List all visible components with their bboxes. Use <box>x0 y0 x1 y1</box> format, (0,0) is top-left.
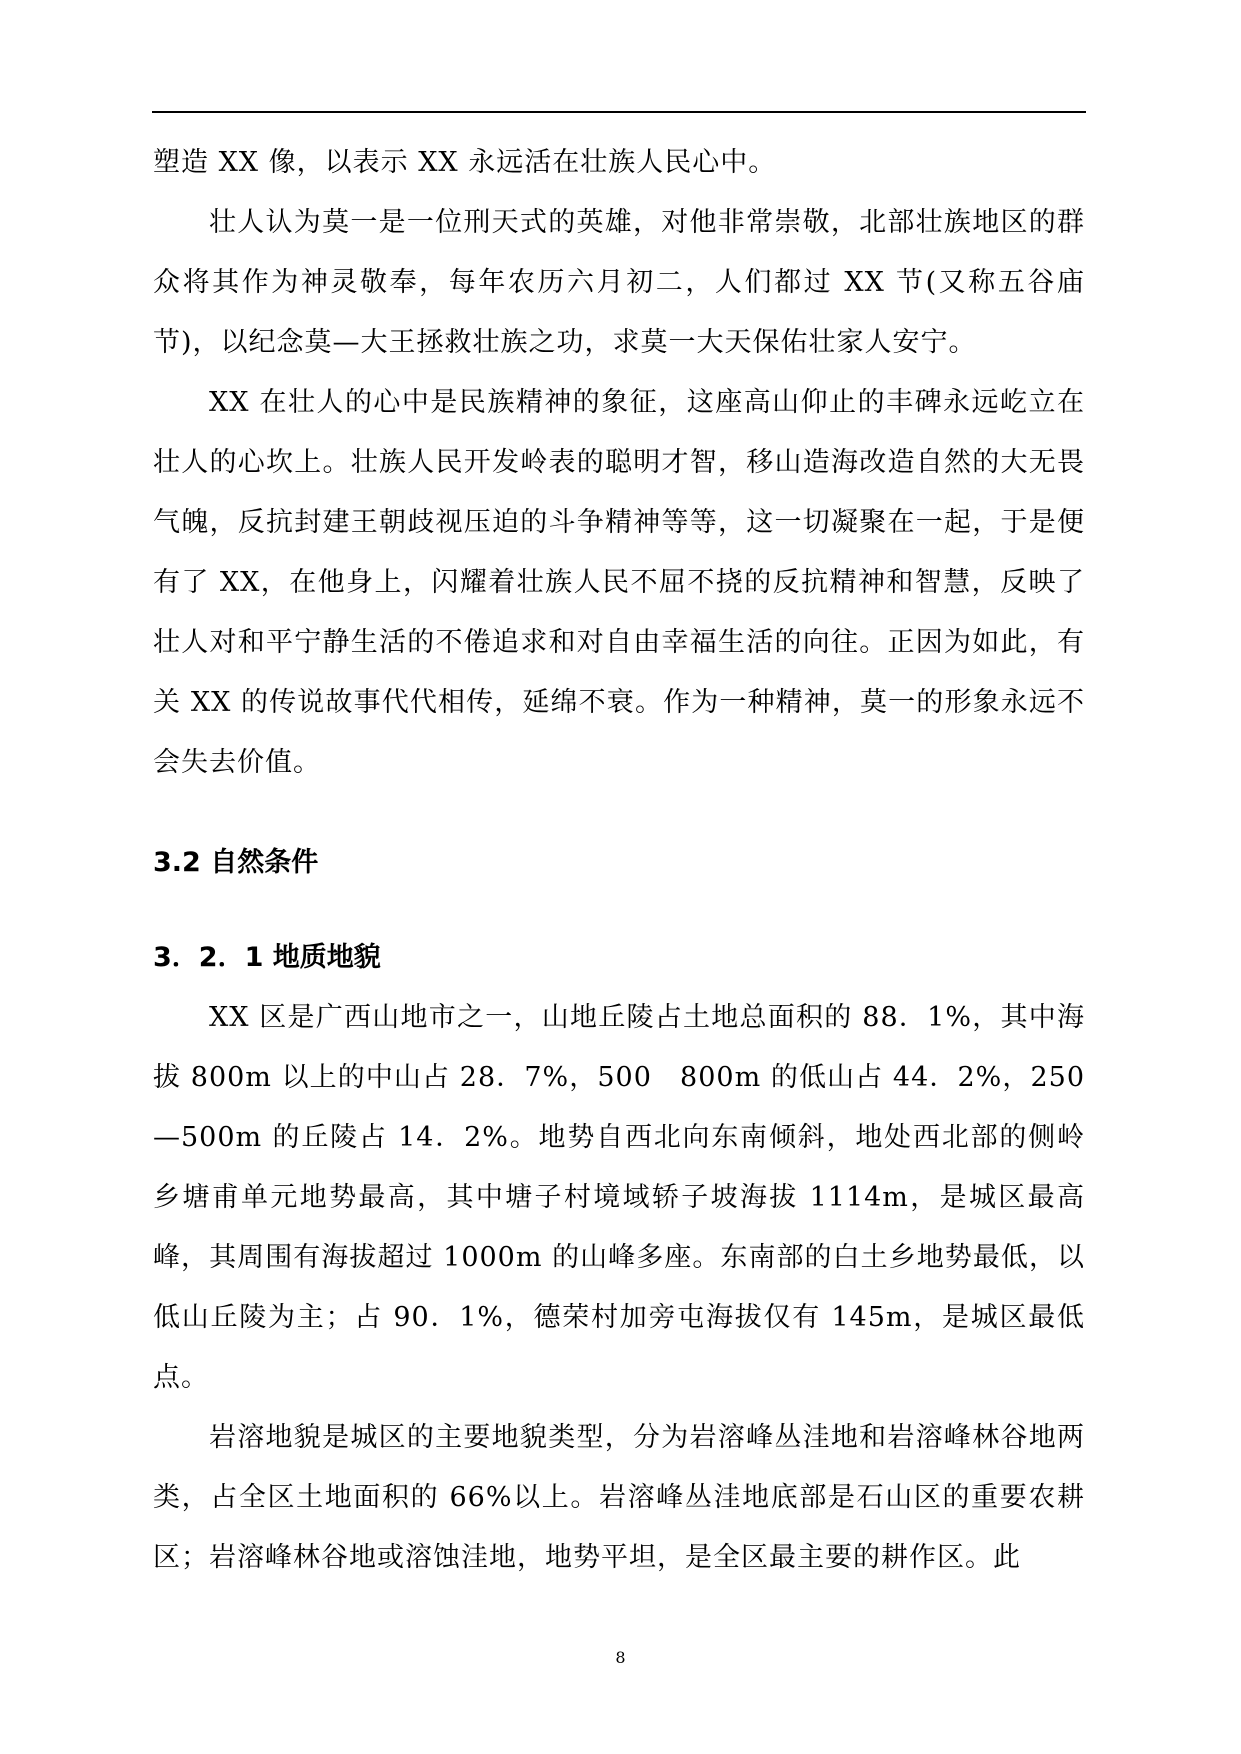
paragraph-4: XX 区是广西山地市之一，山地丘陵占土地总面积的 88．1%，其中海拔 800m 以上的中山占 28．7%，500 800m 的低山占 44．2%，250—500m 的丘陵占 14．2%。地势自西北向东南倾斜，地处西北部的侧岭乡塘甫单元地势最高，其中塘子村境域轿子坡海拔 1114m，是城区最高峰，其周围有海拔超过 1000m 的山峰多座。东南部的白土乡地势最低，以低山丘陵为主；占 90．1%，德荣村加旁屯海拔仅有 145m，是城区最低点。 <box>153 1002 1085 1393</box>
section-heading: 3.2 自然条件 <box>153 847 319 878</box>
paragraph-2: 壮人认为莫一是一位刑天式的英雄，对他非常崇敬，北部壮族地区的群众将其作为神灵敬奉，每年农历六月初二，人们都过 XX 节(又称五谷庙节)，以纪念莫—大王拯救壮族之功，求莫一大天保佑壮家人安宁。 <box>153 207 1085 358</box>
paragraph-1: 塑造 XX 像，以表示 XX 永远活在壮族人民心中。 <box>153 147 777 178</box>
document-body <box>153 133 1085 1588</box>
paragraph-3: XX 在壮人的心中是民族精神的象征，这座高山仰止的丰碑永远屹立在壮人的心坎上。壮族人民开发岭表的聪明才智，移山造海改造自然的大无畏气魄，反抗封建王朝歧视压迫的斗争精神等等，这一切凝聚在一起，于是便有了 XX，在他身上，闪耀着壮族人民不屈不挠的反抗精神和智慧，反映了壮人对和平宁静生活的不倦追求和对自由幸福生活的向往。正因为如此，有关 XX 的传说故事代代相传，延绵不衰。作为一种精神，莫一的形象永远不会失去价值。 <box>153 387 1085 778</box>
header-rule <box>152 111 1086 113</box>
subsection-heading: 3．2．1 地质地貌 <box>153 942 381 973</box>
page-number: 8 <box>615 1648 626 1667</box>
paragraph-5: 岩溶地貌是城区的主要地貌类型，分为岩溶峰丛洼地和岩溶峰林谷地两类，占全区土地面积的 66%以上。岩溶峰丛洼地底部是石山区的重要农耕区；岩溶峰林谷地或溶蚀洼地，地势平坦，是全区最主要的耕作区。此 <box>153 1422 1085 1573</box>
